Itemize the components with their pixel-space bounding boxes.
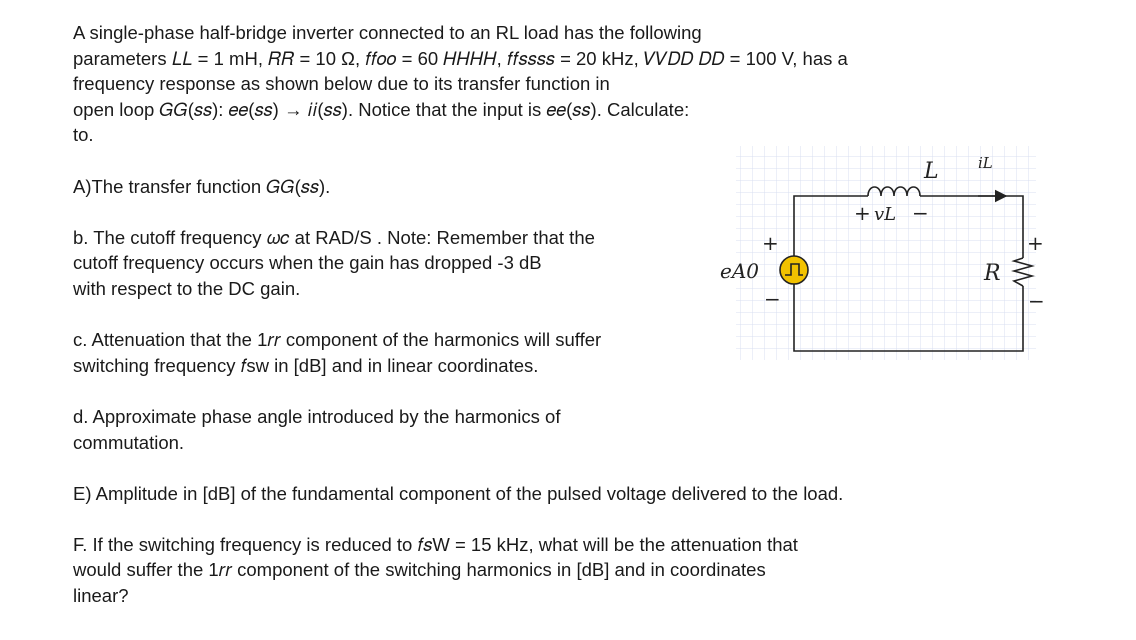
part-c-line: switching frequency 𝑓sw in [dB] and in linear coordinates. (73, 354, 539, 376)
inductor-label: L (924, 159, 939, 184)
intro-line: A single-phase half-bridge inverter connected to an RL load has the following (73, 22, 702, 43)
part-f (73, 532, 973, 609)
resistor-minus: − (1028, 289, 1045, 313)
intro-line: frequency response as shown below due to its transfer function in (73, 73, 610, 95)
spacer (73, 378, 973, 404)
source-plus: + (762, 231, 779, 255)
spacer (73, 506, 973, 532)
vl-minus: − (912, 201, 929, 225)
rl-circuit-diagram (716, 144, 1046, 364)
grid-background (736, 146, 1036, 360)
part-b-line: b. The cutoff frequency 𝜔𝑐 at RAD/S . Note: Remember that the (73, 226, 595, 248)
intro (73, 20, 973, 148)
part-f-line: would suffer the 1𝑟𝑟 component of the switching harmonics in [dB] and in coordinates (73, 559, 766, 581)
part-f-line: linear? (73, 585, 129, 607)
vl-plus: + (854, 201, 871, 225)
part-e: E) Amplitude in [dB] of the fundamental component of the pulsed voltage delivered to the load. (73, 482, 844, 504)
part-a: A)The transfer function 𝐺𝐺(𝑠𝑠). (73, 175, 331, 197)
part-f-line: F. If the switching frequency is reduced to 𝑓𝑠W = 15 kHz, what will be the attenuation that (73, 533, 798, 555)
part-b-line: cutoff frequency occurs when the gain has dropped -3 dB (73, 252, 542, 274)
resistor-label: R (984, 261, 1001, 286)
source-label: eA0 (720, 259, 760, 283)
intro-line: open loop 𝐺𝐺(𝑠𝑠): 𝑒𝑒(𝑠𝑠) → 𝑖𝑖(𝑠𝑠). Notice that the input is 𝑒𝑒(𝑠𝑠). Calculate: (73, 98, 690, 120)
current-label: iL (978, 154, 993, 172)
spacer (73, 455, 973, 481)
pulse-source-symbol (780, 256, 808, 284)
source-minus: − (764, 287, 781, 311)
part-d-line: d. Approximate phase angle introduced by the harmonics of (73, 405, 561, 427)
part-c-line: c. Attenuation that the 1𝑟𝑟 component of the harmonics will suffer (73, 329, 602, 351)
intro-line: to. (73, 124, 94, 146)
part-b-line: with respect to the DC gain. (73, 277, 301, 299)
resistor-plus: + (1027, 231, 1044, 255)
part-d-line: commutation. (73, 431, 185, 453)
vl-label: vL (874, 204, 897, 225)
part-d (73, 404, 973, 455)
intro-line: parameters 𝐿𝐿 = 1 mH, 𝑅𝑅 = 10 Ω, 𝑓𝑓𝑜𝑜 = 60 𝐻𝐻𝐻𝐻, 𝑓𝑓𝑠𝑠𝑠𝑠 = 20 kHz, 𝑉𝑉𝐷𝐷 𝐷𝐷 = 100 V, has a (73, 47, 848, 69)
